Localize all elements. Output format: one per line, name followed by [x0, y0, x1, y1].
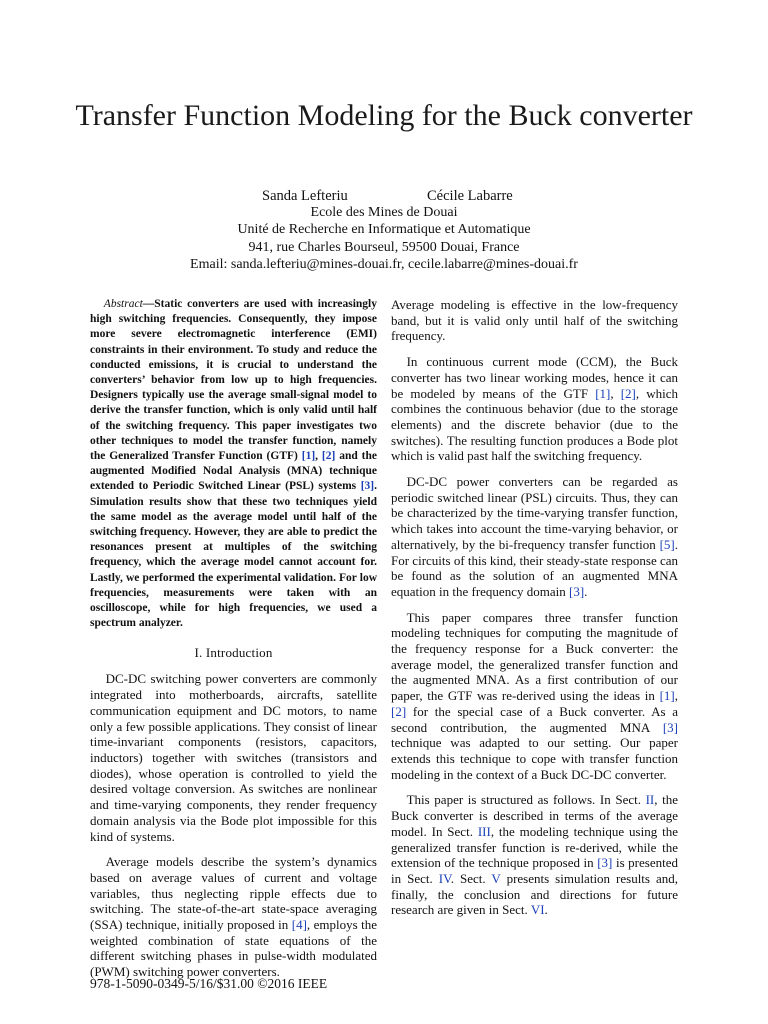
- affiliation-address: 941, rue Charles Bourseul, 59500 Douai, France: [248, 239, 520, 255]
- body-paragraph: [391, 354, 678, 464]
- abstract-text: and the augmented Modified Nodal Analysis (MNA) technique extended to Periodic Switched Linear (PSL) systems: [90, 450, 377, 493]
- section-ref-link[interactable]: IV: [438, 870, 451, 886]
- paragraph-text: , which combines the continuous behavior (due to the storage elements) and the discrete behavior (due to the switches). The resulting function produces a Bode plot which is valid past half the switching frequency.: [391, 385, 679, 464]
- paper-title: Transfer Function Modeling for the Buck converter: [75, 99, 693, 132]
- author-name: Sanda Lefteriu: [262, 188, 348, 204]
- citation-link[interactable]: [2]: [620, 385, 636, 401]
- author-name: Cécile Labarre: [427, 188, 513, 204]
- section-ref-link[interactable]: II: [645, 792, 655, 808]
- body-paragraph: [90, 854, 377, 980]
- body-paragraph: [391, 610, 678, 783]
- paragraph-text: , the modeling technique using the generalized transfer function is re-derived, while the extension of the technique proposed in: [391, 823, 678, 871]
- right-column: [391, 297, 678, 928]
- affiliation-block: [40, 204, 728, 273]
- citation-link[interactable]: [5]: [659, 536, 675, 552]
- citation-link[interactable]: [1]: [595, 385, 611, 401]
- body-paragraph: DC-DC switching power converters are commonly integrated into motherboards, aircrafts, satellite communication equipment and DC motors, to name only a few possible applications. They consist of linear time-invariant components (resistors, capacitors, inductors) together with switches (transistors and diodes), whose operation is controlled to yield the desired voltage conversion. As switches are nonlinear and time-varying components, they render frequency domain analysis via the Bode plot impossible for this kind of systems.: [90, 671, 377, 844]
- section-ref-link[interactable]: VI: [530, 902, 545, 918]
- paragraph-text: ,: [674, 688, 678, 704]
- paragraph-text: Average models describe the system’s dynamics based on average values of current and voltage variables, thus neglecting ripple effects due to switching. The state-of-the-art state-space averaging (SSA) technique, initially proposed in: [90, 854, 377, 933]
- paragraph-text: , employs the weighted combination of state equations of the different switching phases in pulse-width modulated (PWM) switching power converters.: [90, 917, 377, 980]
- paragraph-text: presents simulation results and, finally, the conclusion and directions for future research are given in Sect.: [391, 870, 678, 918]
- paragraph-text: is presented in Sect.: [391, 855, 678, 886]
- citation-link[interactable]: [2]: [321, 450, 336, 463]
- citation-link[interactable]: [3]: [662, 719, 678, 735]
- paragraph-text: This paper compares three transfer function modeling techniques for computing the magnitude of the frequency response for a Buck converter: the average model, the generalized transfer function and the augmented MNA. As a first contribution of our paper, the GTF was re-derived using the ideas in: [391, 609, 678, 704]
- body-paragraph: [391, 792, 678, 918]
- paragraph-text: for the special case of a Buck converter. As a second contribution, the augmented MNA: [391, 703, 678, 735]
- citation-link[interactable]: [3]: [597, 855, 613, 871]
- left-column: [90, 297, 377, 990]
- paragraph-text: . For circuits of this kind, their steady-state response can be found as the solution of an augmented MNA equation in the frequency domain: [391, 536, 679, 599]
- abstract: [90, 297, 377, 631]
- paragraph-text: ,: [610, 385, 621, 401]
- citation-link[interactable]: [2]: [391, 703, 407, 719]
- paragraph-text: .: [544, 902, 548, 918]
- body-paragraph: Average modeling is effective in the low-frequency band, but it is valid only until half of the switching frequency.: [391, 297, 678, 344]
- affiliation-school: Ecole des Mines de Douai: [310, 205, 458, 220]
- paragraph-text: . Sect.: [450, 870, 492, 886]
- abstract-text: —Static converters are used with increasingly high switching frequencies. Consequently, they impose more severe electromagnetic interference (EMI) constraints in their environment. To study and reduce the conducted emissions, it is crucial to understand the converters’ behavior from low up to high frequencies. Designers typically use the average small-signal model to derive the transfer function, which is only valid until half of the switching frequency. This paper investigates two other techniques to model the transfer function, namely the Generalized Transfer Function (GTF): [90, 298, 377, 463]
- section-ref-link[interactable]: V: [491, 870, 501, 886]
- citation-link[interactable]: [1]: [301, 450, 316, 463]
- paragraph-text: In continuous current mode (CCM), the Buck converter has two linear working modes, hence it can be modeled by means of the GTF: [391, 354, 678, 401]
- citation-link[interactable]: [3]: [360, 480, 375, 493]
- paragraph-text: , the Buck converter is described in terms of the average model. In Sect.: [391, 792, 678, 839]
- paragraph-text: technique was adapted to our setting. Our paper extends this technique to cope with transfer function modeling in the context of a Buck DC-DC converter.: [391, 735, 678, 782]
- paragraph-text: DC-DC power converters can be regarded as periodic switched linear (PSL) circuits. Thus, they can be characterized by the time-varying transfer function, which takes into account the time-varying behavior, or alternatively, by the bi-frequency transfer function: [391, 474, 678, 552]
- section-ref-link[interactable]: III: [477, 823, 491, 839]
- citation-link[interactable]: [3]: [568, 583, 585, 599]
- abstract-text: ,: [315, 450, 322, 463]
- paragraph-text: .: [584, 583, 588, 599]
- copyright-footer: 978-1-5090-0349-5/16/$31.00 ©2016 IEEE: [90, 976, 328, 991]
- affiliation-email[interactable]: Email: sanda.lefteriu@mines-douai.fr, cecile.labarre@mines-douai.fr: [190, 256, 578, 272]
- citation-link[interactable]: [1]: [659, 688, 675, 704]
- section-heading: I. Introduction: [194, 645, 273, 661]
- citation-link[interactable]: [4]: [291, 917, 307, 933]
- body-paragraph: [391, 474, 678, 600]
- abstract-text: . Simulation results show that these two techniques yield the same model as the average model until half of the switching frequency. However, they are able to predict the resonances present at multiples of the switching frequency, which the average model cannot account for. Lastly, we performed the experimental validation. For low frequencies, measurements were taken with an oscilloscope, while for high frequencies, we used a spectrum analyzer.: [90, 480, 377, 630]
- paragraph-text: This paper is structured as follows. In Sect.: [406, 792, 646, 808]
- affiliation-unit: Unité de Recherche en Informatique et Automatique: [237, 222, 531, 238]
- abstract-label: Abstract: [103, 298, 143, 310]
